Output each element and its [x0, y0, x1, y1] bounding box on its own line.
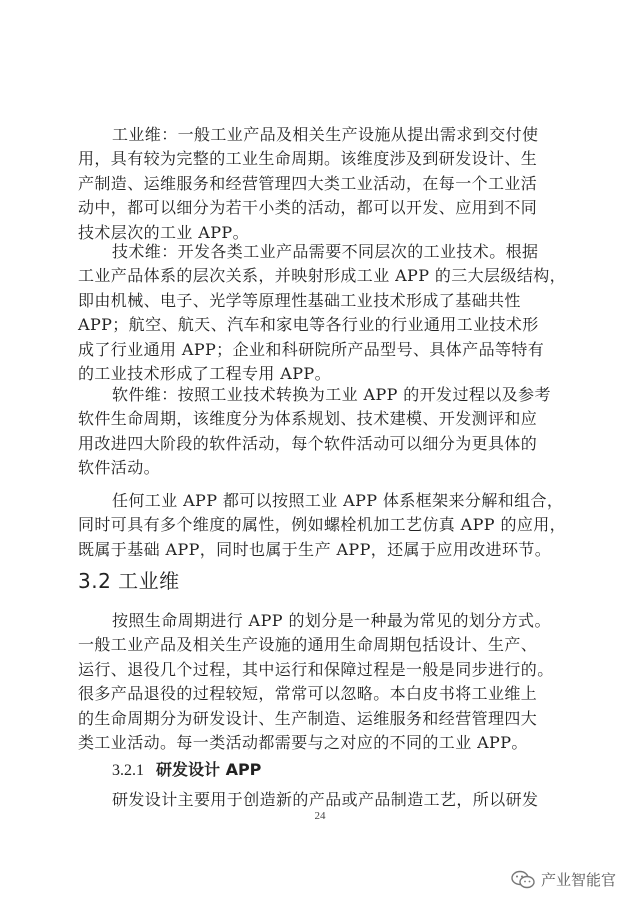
text-line: 工业维：一般工业产品及相关生产设施从提出需求到交付使: [112, 125, 539, 144]
text-line: 一般工业产品及相关生产设施的通用生命周期包括设计、生产、: [78, 635, 538, 655]
text-line: 软件活动。: [78, 458, 161, 478]
subsection-heading: [112, 757, 261, 780]
text-line: 动中，都可以细分为若干小类的活动，都可以开发、应用到不同: [78, 198, 538, 218]
text-line: 用改进四大阶段的软件活动，每个软件活动可以细分为更具体的: [78, 433, 538, 453]
text-line: 即由机械、电子、光学等原理性基础工业技术形成了基础共性: [78, 290, 521, 310]
text-line: 技术维：开发各类工业产品需要不同层次的工业技术。根据: [112, 242, 539, 261]
subsection-number: 3.2.1: [112, 762, 144, 779]
text-line: 软件生命周期，该维度分为体系规划、技术建模、开发测评和应: [78, 409, 538, 429]
paragraph-lifecycle: [78, 609, 562, 755]
text-line: 任何工业 APP 都可以按照工业 APP 体系框架来分解和组合，: [112, 491, 564, 510]
text-line: 用，具有较为完整的工业生命周期。该维度涉及到研发设计、生: [78, 149, 538, 169]
paragraph-summary: [78, 489, 567, 562]
text-line: 的生命周期分为研发设计、生产制造、运维服务和经营管理四大: [78, 708, 538, 728]
text-line: 既属于基础 APP，同时也属于生产 APP，还属于应用改进环节。: [78, 539, 552, 559]
page-number: 24: [314, 810, 326, 822]
watermark-text: 产业智能官: [540, 871, 616, 889]
text-line: 按照生命周期进行 APP 的划分是一种最为常见的划分方式。: [112, 611, 551, 630]
text-line: 研发设计主要用于创造新的产品或产品制造工艺，所以研发: [112, 790, 539, 809]
text-line: 的工业技术形成了工程专用 APP。: [78, 364, 331, 384]
text-line: 同时可具有多个维度的属性，例如螺栓机加工艺仿真 APP 的应用，: [78, 515, 567, 535]
text-line: 产制造、运维服务和经营管理四大类工业活动，在每一个工业活: [78, 173, 538, 193]
text-line: 类工业活动。每一类活动都需要与之对应的不同的工业 APP。: [78, 733, 528, 753]
text-line: 运行、退役几个过程，其中运行和保障过程是一般是同步进行的。: [78, 659, 554, 679]
subsection-title: 研发设计 APP: [156, 760, 262, 779]
text-line: 很多产品退役的过程较短，常常可以忽略。本白皮书将工业维上: [78, 684, 538, 704]
section-heading: 3.2 工业维: [78, 569, 180, 593]
text-line: 软件维：按照工业技术转换为工业 APP 的开发过程以及参考: [112, 385, 551, 404]
text-line: APP；航空、航天、汽车和家电等各行业的行业通用工业技术形: [78, 315, 539, 335]
watermark: [511, 869, 616, 890]
text-line: 工业产品体系的层次关系，并映射形成工业 APP 的三大层级结构，: [78, 266, 567, 286]
paragraph-software-dimension: [78, 383, 562, 481]
text-line: 技术层次的工业 APP。: [78, 222, 249, 242]
paragraph-technology-dimension: [78, 240, 567, 386]
wechat-icon: [511, 870, 535, 890]
text-line: 成了行业通用 APP；企业和科研院所产品型号、具体产品等特有: [78, 339, 545, 359]
paragraph-rd-design: [78, 788, 562, 812]
paragraph-industry-dimension: [78, 123, 562, 245]
